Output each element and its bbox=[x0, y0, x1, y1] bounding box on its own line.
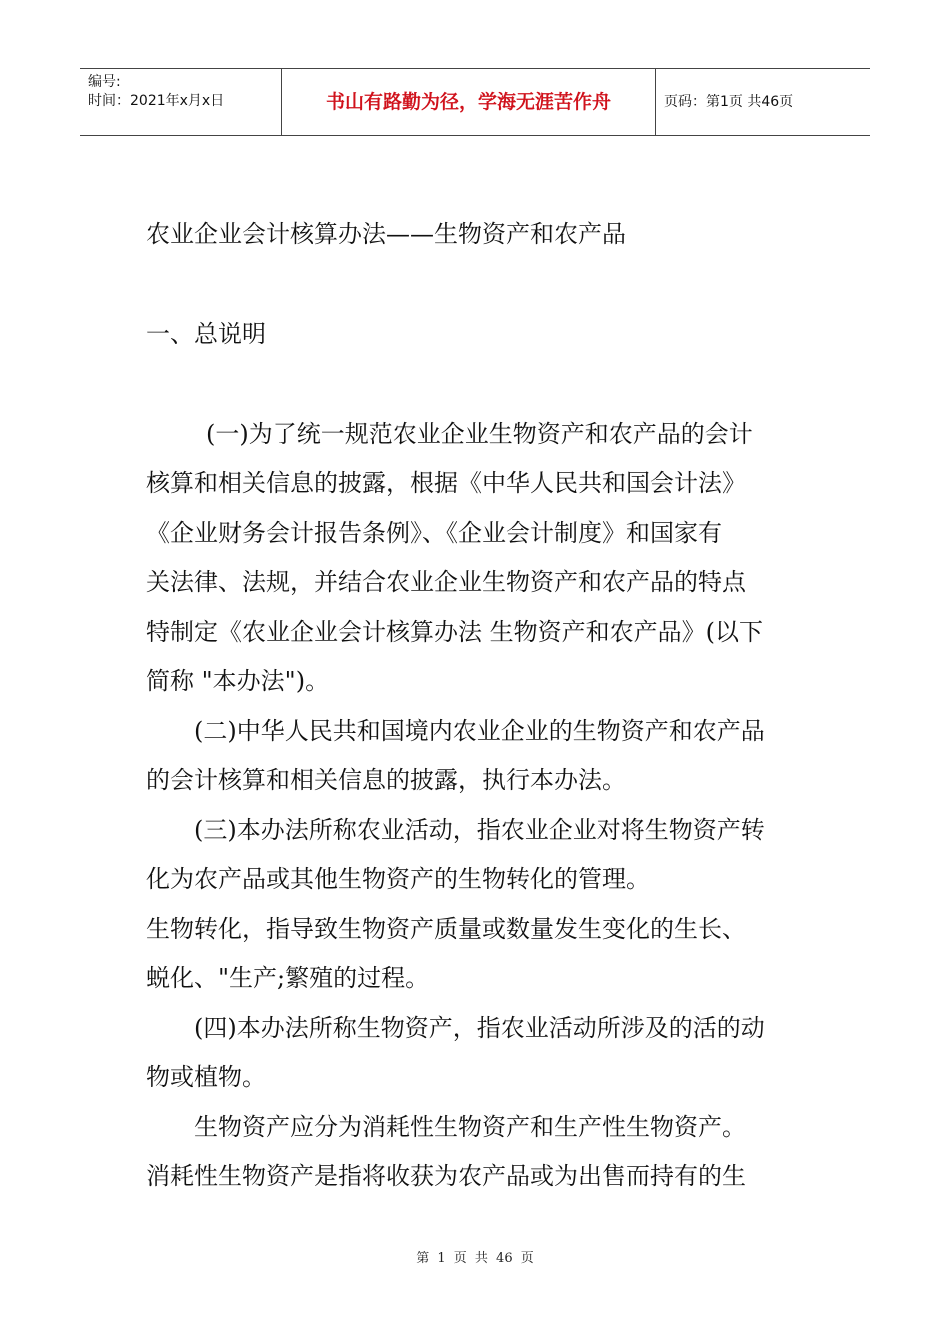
document-time-label: 时间：2021年x月x日 bbox=[88, 93, 225, 109]
body-line: (三)本办法所称农业活动，指农业企业对将生物资产转 bbox=[194, 816, 765, 844]
body-line: 特制定《农业企业会计核算办法 生物资产和农产品》(以下 bbox=[146, 618, 763, 646]
document-number-label: 编号: bbox=[88, 74, 121, 90]
body-line: (四)本办法所称生物资产，指农业活动所涉及的活的动 bbox=[194, 1014, 765, 1042]
header-page-info: 页码：第1页 共46页 bbox=[664, 94, 794, 110]
body-line: 物或植物。 bbox=[146, 1063, 266, 1091]
body-line: 生物资产应分为消耗性生物资产和生产性生物资产。 bbox=[194, 1113, 746, 1141]
header-motto: 书山有路勤为径，学海无涯苦作舟 bbox=[282, 69, 656, 135]
body-line: 关法律、法规，并结合农业企业生物资产和农产品的特点 bbox=[146, 568, 746, 596]
header-meta bbox=[80, 69, 282, 135]
body-line: 的会计核算和相关信息的披露，执行本办法。 bbox=[146, 766, 626, 794]
document-title: 农业企业会计核算办法——生物资产和农产品 bbox=[146, 220, 626, 248]
body-line: 生物转化，指导致生物资产质量或数量发生变化的生长、 bbox=[146, 915, 746, 943]
body-line: 简称 "本办法")。 bbox=[146, 667, 330, 695]
page-footer: 第 1 页 共 46 页 bbox=[416, 1251, 534, 1266]
body-line: (一)为了统一规范农业企业生物资产和农产品的会计 bbox=[206, 420, 753, 448]
body-line: 化为农产品或其他生物资产的生物转化的管理。 bbox=[146, 865, 650, 893]
body-line: 消耗性生物资产是指将收获为农产品或为出售而持有的生 bbox=[146, 1162, 746, 1190]
body-line: 蜕化、"生产;繁殖的过程。 bbox=[146, 964, 430, 992]
body-line: 核算和相关信息的披露，根据《中华人民共和国会计法》 bbox=[146, 469, 746, 497]
section-heading: 一、总说明 bbox=[146, 320, 266, 348]
body-line: 《企业财务会计报告条例》、《企业会计制度》和国家有 bbox=[146, 519, 722, 547]
page-header bbox=[80, 68, 870, 136]
body-line: (二)中华人民共和国境内农业企业的生物资产和农产品 bbox=[194, 717, 765, 745]
